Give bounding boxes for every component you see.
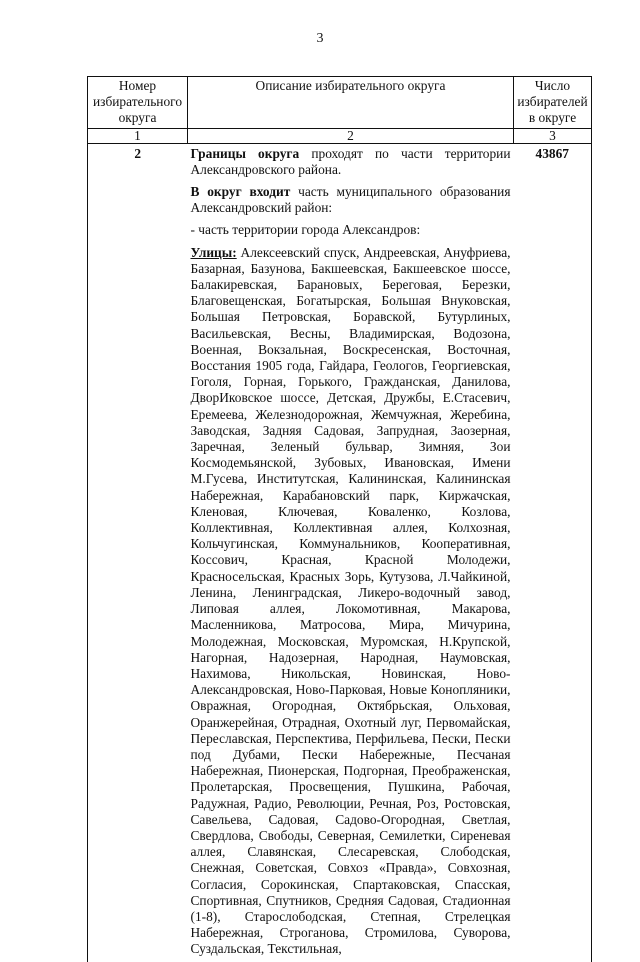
includes-lead: В округ входит	[190, 184, 291, 200]
table-header-row	[88, 77, 592, 129]
table-row	[88, 143, 592, 961]
streets-list: Алексеевский спуск, Андреевская, Ануфриева, Базарная, Базунова, Бакшеевская, Бакшеевское шоссе, Балакиревская, Барановых, Береговая, Березки, Благовещенская, Богатырская, Большая Внуковская, Большая Петровская, Боравской, Бутурлиных, Васильевская, Весны, Владимирская, Водозона, Военная, Вокзальная, Воскресенская, Восточная, Восстания 1905 года, Гайдара, Геологов, Георгиевская, Гоголя, Горная, Горького, Гражданская, Данилова, ДворИковское шоссе, Детская, Дружбы, Е.Стасевич, Еремеева, Железнодорожная, Жемчужная, Жеребина, Заводская, Задняя Садовая, Запрудная, Заозерная, Заречная, Зеленый бульвар, Зимняя, Зои Космодемьянской, Зубовых, Ивановская, Имени М.Гусева, Институтская, Калининская, Калининская Набережная, Карабановский парк, Киржачская, Кленовая, Ключевая, Коваленко, Козлова, Коллективная, Коллективная аллея, Колхозная, Кольчугинская, Коммунальников, Кооперативная, Коссович, Красная, Красной Молодежи, Красносельская, Красных Зорь, Кутузова, Л.Чайкиной, Ленина, Ленинградская, Ликеро-водочный завод, Липовая аллея, Локомотивная, Макарова, Масленникова, Матросова, Мира, Мичурина, Молодежная, Московская, Муромская, Н.Крупской, Нагорная, Надозерная, Народная, Наумовская, Нахимова, Никольская, Новинская, Ново-Александровская, Ново-Парковая, Новые Конопляники, Овражная, Огородная, Октябрьская, Ольховая, Оранжерейная, Отрадная, Охотный луг, Первомайская, Переславская, Перспектива, Перфильева, Пески, Пески под Дубами, Пески Набережные, Песчаная Набережная, Пионерская, Подгорная, Преображенская, Пролетарская, Просвещения, Пушкина, Рабочая, Радужная, Радио, Революции, Речная, Роз, Ростовская, Савельева, Садовая, Садово-Огородная, Светлая, Свердлова, Свободы, Северная, Семилетки, Сиреневая аллея, Славянская, Слесаревская, Слободская, Снежная, Советская, Совхоз «Правда», Совхозная, Согласия, Сорокинская, Спартаковская, Спасская, Спортивная, Спутников, Средняя Садовая, Стадионная (1-8), Старослободская, Степная, Стрелецкая Набережная, Строганова, Стромилова, Суворова, Суздальская, Текстильная,	[190, 244, 511, 957]
streets-lead: Улицы:	[190, 244, 237, 260]
boundaries-text: проходят по части территории Александровского района.	[190, 145, 511, 177]
district-description	[188, 143, 514, 961]
page-number: 3	[316, 31, 324, 46]
streets-paragraph	[191, 245, 511, 958]
header-district-description: Описание избирательного округа	[188, 77, 514, 129]
column-number-1: 1	[88, 128, 188, 143]
electoral-district-table	[87, 76, 592, 962]
includes-text: часть муниципального образования Александровский район:	[190, 184, 511, 216]
header-district-number: Номер избирательного округа	[88, 77, 188, 129]
column-numbers-row	[88, 128, 592, 143]
includes-paragraph	[191, 184, 511, 216]
header-voters-count: Число избирателей в округе	[514, 77, 592, 129]
boundaries-lead: Границы округа	[190, 145, 300, 161]
city-part-paragraph: - часть территории города Александров:	[190, 222, 421, 238]
district-number: 2	[88, 143, 188, 961]
district-voters-count: 43867	[514, 143, 592, 961]
boundaries-paragraph	[191, 146, 511, 178]
column-number-2: 2	[188, 128, 514, 143]
column-number-3: 3	[514, 128, 592, 143]
